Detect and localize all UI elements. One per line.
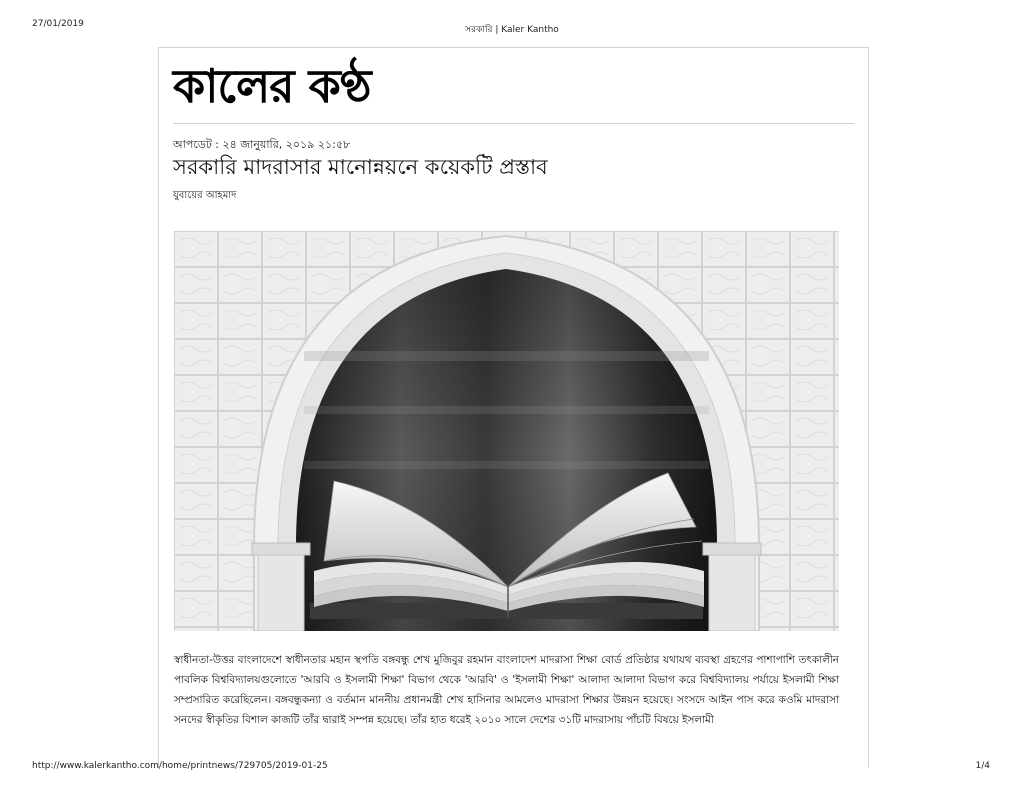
print-date: 27/01/2019	[32, 19, 84, 29]
article-body	[174, 650, 839, 730]
article-headline: সরকারি মাদরাসার মানোন্নয়নে কয়েকটি প্রস্তাব	[173, 155, 548, 179]
masthead-divider	[173, 123, 854, 124]
newspaper-logo[interactable]: কালের কণ্ঠ	[173, 59, 371, 113]
open-book-arch-image	[174, 231, 839, 631]
print-page-number: 1/4	[975, 761, 990, 771]
update-timestamp: আপডেট : ২৪ জানুয়ারি, ২০১৯ ২১:৫৮	[173, 138, 351, 151]
article-image	[174, 231, 839, 631]
print-page-title: সরকারি | Kaler Kantho	[465, 25, 559, 35]
article-page	[158, 47, 869, 768]
article-paragraph: স্বাধীনতা-উত্তর বাংলাদেশে স্বাধীনতার মহান স্থপতি বঙ্গবন্ধু শেখ মুজিবুর রহমান বাংলাদেশ মাদরাসা শিক্ষা বোর্ড প্রতিষ্ঠার যথাযথ ব্যবস্থা গ্রহণের পাশাপাশি তৎকালীন পাবলিক বিশ্ববিদ্যালয়গুলোতে 'আরবি ও ইসলামী শিক্ষা' বিভাগ থেকে 'আরবি' ও 'ইসলামী শিক্ষা' আলাদা আলাদা বিভাগ করে বিশ্ববিদ্যালয় পর্যায়ে ইসলামী শিক্ষা সম্প্রসারিত করেছিলেন। বঙ্গবন্ধুকন্যা ও বর্তমান মাননীয় প্রধানমন্ত্রী শেখ হাসিনার আমলেও মাদরাসা শিক্ষার উন্নয়ন হয়েছে। সংসদে আইন পাস করে কওমি মাদরাসা সনদের স্বীকৃতির বিশাল কাজটি তাঁর দ্বারাই সম্পন্ন হয়েছে। তাঁর হাত ধরেই ২০১০ সালে দেশের ৩১টি মাদরাসায় পাঁচটি বিষয়ে ইসলামী	[174, 654, 839, 726]
print-footer-url: http://www.kalerkantho.com/home/printnews/729705/2019-01-25	[32, 761, 328, 771]
article-author: যুবায়ের আহমাদ	[173, 190, 237, 201]
